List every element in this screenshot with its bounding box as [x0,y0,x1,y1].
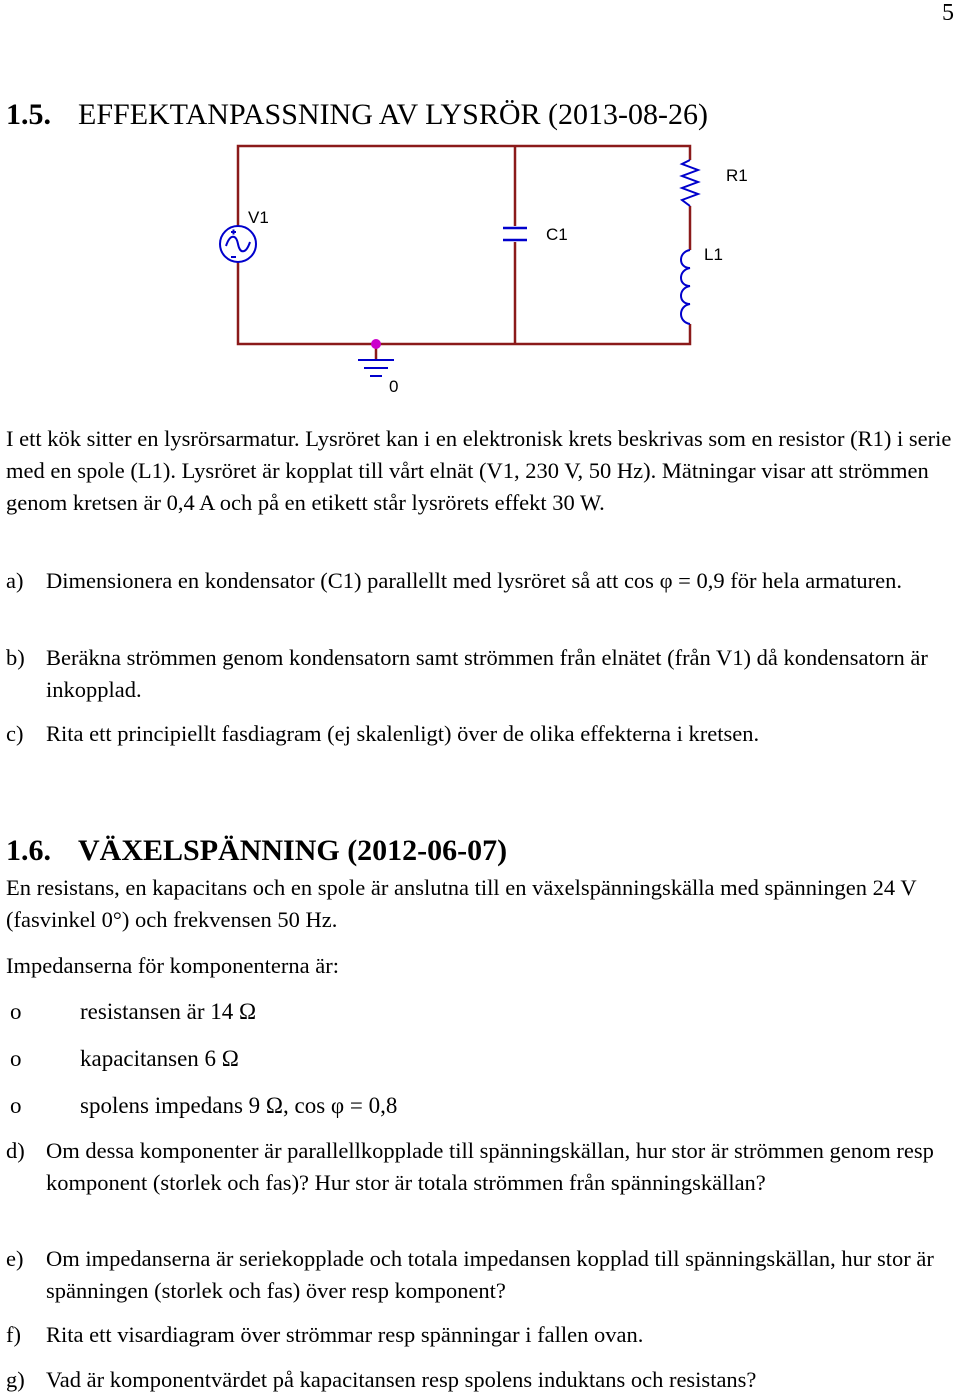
label-r1: R1 [726,166,748,185]
bullet-marker: o [10,999,22,1024]
question-b [6,642,956,706]
question-text: Vad är komponentvärdet på kapacitansen resp spolens induktans och resistans? [46,1367,757,1392]
section-1-5-intro: I ett kök sitter en lysrörsarmatur. Lysröret kan i en elektronisk krets beskrivas som en resistor (R1) i serie med en spole (L1). Lysröret är kopplat till vårt elnät (V1, 230 V, 50 Hz). Mätningar visar att strömmen genom kretsen är 0,4 A och på en etikett står lysrörets effekt 30 W. [6,426,952,515]
bullet-text: resistansen är 14 Ω [80,999,257,1024]
circuit-wires [238,146,690,360]
question-d [6,1135,956,1199]
question-f [6,1319,956,1351]
section-number: 1.6. [6,834,51,867]
section-heading-1-5 [6,98,708,132]
question-label: b) [6,645,25,670]
question-text: Om dessa komponenter är parallellkopplade till spänningskällan, hur stor är strömmen genom resp komponent (storlek och fas)? Hur stor är totala strömmen från spänningskällan? [46,1138,934,1195]
section-1-6-intro: En resistans, en kapacitans och en spole är anslutna till en växelspänningskälla med spänningen 24 V (fasvinkel 0°) och frekvensen 50 Hz. [6,875,917,932]
inductor-l1 [681,250,690,324]
question-label: f) [6,1322,21,1347]
label-v1: V1 [248,208,269,227]
resistor-r1 [682,160,698,206]
label-c1: C1 [546,225,568,244]
label-l1: L1 [704,245,723,264]
question-text: Dimensionera en kondensator (C1) parallellt med lysröret så att cos φ = 0,9 för hela armaturen. [46,568,903,593]
section-title: EFFEKTANPASSNING AV LYSRÖR (2013-08-26) [78,98,708,131]
question-label: d) [6,1138,25,1163]
question-label: g) [6,1367,25,1392]
bullet-marker: o [10,1046,22,1071]
section-heading-1-6 [6,834,507,868]
capacitor-c1 [503,228,527,240]
page-number: 5 [942,0,954,26]
section-number: 1.5. [6,98,51,131]
question-label: a) [6,568,24,593]
question-label: e) [6,1246,24,1271]
label-ground: 0 [389,377,399,396]
question-e [6,1243,956,1307]
bullet-text: kapacitansen 6 Ω [80,1046,239,1071]
question-text: Om impedanserna är seriekopplade och totala impedansen kopplad till spänningskällan, hur stor är spänningen (storlek och fas) över resp komponent? [46,1246,934,1303]
ground-node-dot [371,339,381,349]
wire-loop [238,146,690,344]
question-text: Beräkna strömmen genom kondensatorn samt strömmen från elnätet (från V1) då kondensatorn är inkopplad. [46,645,928,702]
impedance-heading: Impedanserna för komponenterna är: [6,953,339,978]
question-a [6,565,956,597]
bullet-item [10,1090,397,1122]
section-title: VÄXELSPÄNNING (2012-06-07) [78,834,508,867]
question-g [6,1364,956,1396]
bullet-item [10,996,256,1028]
bullet-marker: o [10,1093,22,1118]
bullet-item [10,1043,239,1075]
question-label: c) [6,721,24,746]
bullet-text: spolens impedans 9 Ω, cos φ = 0,8 [80,1093,398,1118]
question-text: Rita ett principiellt fasdiagram (ej skalenligt) över de olika effekterna i kretsen. [46,721,760,746]
voltage-source-v1 [220,226,256,262]
circuit-diagram [0,140,960,410]
question-c [6,718,956,750]
ground-symbol [358,360,394,376]
question-text: Rita ett visardiagram över strömmar resp spänningar i fallen ovan. [46,1322,644,1347]
